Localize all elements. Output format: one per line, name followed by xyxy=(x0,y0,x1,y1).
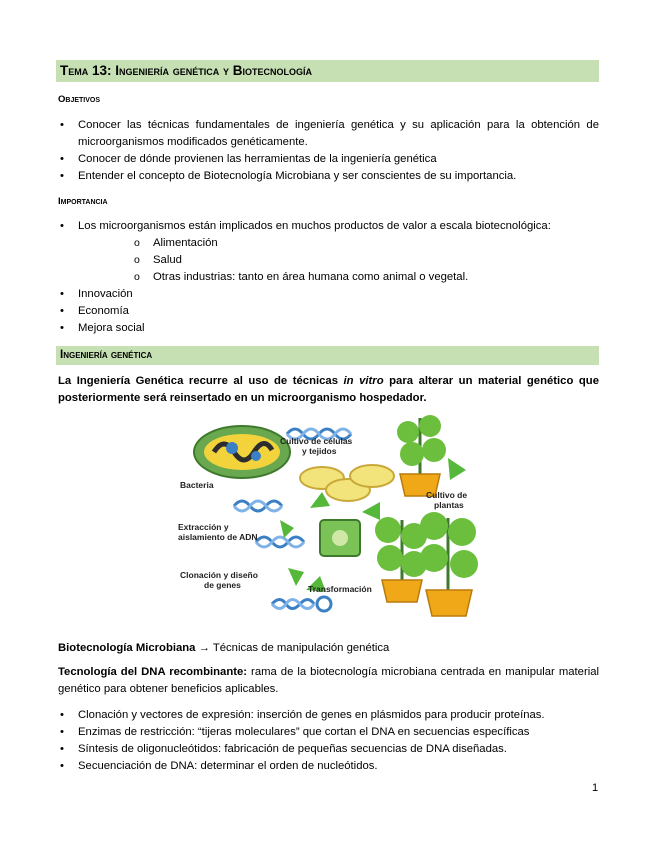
label-transformacion: Transformación xyxy=(308,584,372,594)
section-heading-ingenieria: Ingeniería genética xyxy=(56,346,599,365)
list-item: • Innovación xyxy=(58,286,599,303)
label-plantas: plantas xyxy=(434,500,464,510)
list-item: • Mejora social xyxy=(58,320,599,337)
arrow-icon: → xyxy=(198,642,210,654)
page-number: 1 xyxy=(592,782,599,794)
bacteria-illustration xyxy=(194,426,290,478)
importancia-sublist xyxy=(78,235,599,286)
ingenieria-intro: La Ingeniería Genética recurre al uso de técnicas in vitro para alterar un material genético que posteriormente será reinsertado en un microorganismo hospedador. xyxy=(58,375,599,404)
genetic-engineering-diagram xyxy=(172,412,484,628)
importancia-list xyxy=(58,218,599,337)
list-item: • Secuenciación de DNA: determinar el orden de nucleótidos. xyxy=(58,758,599,775)
label-cultivo-de: Cultivo de xyxy=(426,490,468,500)
sub-list-item: o Salud xyxy=(78,252,599,269)
label-cultivo-celulas: Cultivo de células xyxy=(280,436,353,446)
transformation-vessel xyxy=(320,520,360,556)
dna-recomb-label: Tecnología del DNA recombinante: xyxy=(58,666,248,678)
label-aislamiento: aislamiento de ADN xyxy=(178,532,258,542)
intro-italic: in vitro xyxy=(343,375,384,387)
objetivos-heading: Objetivos xyxy=(58,94,101,105)
list-item: • Conocer las técnicas fundamentales de ingeniería genética y su aplicación para la obtención de microorganismos modificados genéticamente. xyxy=(58,117,599,151)
label-genes: de genes xyxy=(204,580,241,590)
list-item: • Entender el concepto de Biotecnología Microbiana y ser conscientes de su importancia. xyxy=(58,168,599,185)
dna-recomb-paragraph xyxy=(58,664,599,698)
sub-list-item: o Otras industrias: tanto en área humana como animal o vegetal. xyxy=(78,269,599,286)
dna-recomb-desc: rama de la biotecnología microbiana centrada en manipular material genético para obtener beneficios aplicables. xyxy=(58,666,600,695)
biotec-label: Biotecnología Microbiana xyxy=(58,642,196,654)
sub-list-item: o Alimentación xyxy=(78,235,599,252)
list-item: • Economía xyxy=(58,303,599,320)
list-item: • Síntesis de oligonucleótidos: fabricación de pequeñas secuencias de DNA diseñadas. xyxy=(58,741,599,758)
page-title: Tema 13: Ingeniería genética y Biotecnología xyxy=(56,60,599,82)
plant-bottom-right xyxy=(420,512,478,616)
importancia-lead: Los microorganismos están implicados en muchos productos de valor a escala biotecnológica: xyxy=(78,220,551,232)
list-item: • Conocer de dónde provienen las herramientas de la ingeniería genética xyxy=(58,151,599,168)
dna-recomb-list xyxy=(58,707,599,775)
importancia-heading: Importancia xyxy=(58,196,108,207)
list-item xyxy=(58,218,599,286)
label-clonacion: Clonación y diseño xyxy=(180,570,258,580)
label-bacteria: Bacteria xyxy=(180,480,214,490)
biotec-line xyxy=(58,640,599,657)
label-extraccion: Extracción y xyxy=(178,522,229,532)
objetivos-list xyxy=(58,117,599,185)
label-tejidos: y tejidos xyxy=(302,446,337,456)
list-item: • Enzimas de restricción: “tijeras moleculares” que cortan el DNA en secuencias específicas xyxy=(58,724,599,741)
biotec-desc: Técnicas de manipulación genética xyxy=(212,642,390,654)
list-item: • Clonación y vectores de expresión: inserción de genes en plásmidos para producir proteínas. xyxy=(58,707,599,724)
